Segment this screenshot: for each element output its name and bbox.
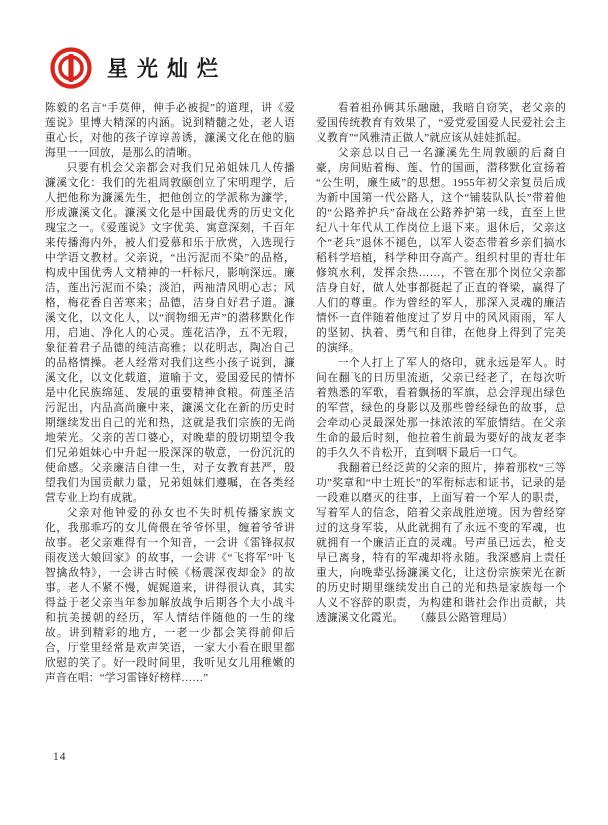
paragraph: 父亲对他钟爱的孙女也不失时机传播家族文化，我那乖巧的女儿倚偎在爷爷怀里，缠着爷爷讲故事。老父亲难得有一个知音，一会讲《雷锋叔叔雨夜送大娘回家》的故事，一会讲《“飞将军”叶飞智擒敌特》，一会讲古时候《杨震深夜却金》的故事。老人不紧不慢，娓娓道来，讲得很认真，其实得益于老父亲当年参加解放战争后期各个大小战斗和抗美援朝的经历，军人情结伴随他的一生的缘故。讲到精彩的地方，一老一少都会笑得前仰后合，厅堂里经常是欢声笑语，一家大小看在眼里都欣慰的笑了。好一段时间里，我听见女儿用稚嫩的声音在唱：“学习雷锋好榜样……” bbox=[45, 507, 295, 684]
paragraph: 一个人打上了军人的烙印，就永远是军人。时间在翻飞的日历里流逝，父亲已经老了，在每次听着熟悉的军歌，看着飘扬的军旗，总会浮现出绿色的军营，绿色的身影以及那些曾经绿色的故事，总会牵动心灵最深处那一抹浓浓的军旅情结。在父亲生命的最后时刻，他拉着生前最为要好的战友老李的手久久不肯松开，直到咽下最后一口气。 bbox=[316, 357, 566, 459]
paragraph: 陈毅的名言“手莫伸，伸手必被捉”的道理，讲《爱莲说》里博大精深的内涵。说到精髓之处，老人语重心长，对他的孩子谆谆善诱，濂溪文化在他的脑海里一一回放，是那么的清晰。 bbox=[45, 102, 295, 159]
paragraph: 只要有机会父亲都会对我们兄弟姐妹几人传播濂溪文化：我们的先祖周敦颐创立了宋明理学，后人把他称为濂溪先生，把他创立的学派称为濂学，形成濂溪文化。濂溪文化是中国最优秀的历史文化瑰宝之一。《爱莲说》文字优美、寓意深刻，千百年来传播海内外，被人们爱慕和乐于欣赏，入选现行中学语文教材。父亲说，“出污泥而不染”的品格，构成中国优秀人文精神的一杆标尺，影响深远。廉洁，莲出污泥而不染；淡泊，两袖清风明心志；风格，梅花香自苦寒来；品德，洁身自好君子道。濂溪文化，以文化人，以“润物细无声”的潜移默化作用，启迪、净化人的心灵。莲花洁净，五不无瑕，象征着君子品德的纯洁高雅；以花明志，陶冶自己的品格情操。老人经常对我们这些小孩子说到，濂溪文化，以文化载道，道喻于文，爱国爱民的情怀是中化民族绵延、发展的重要精神食粮。荷莲圣洁污泥出，内品高尚廉中来，濂溪文化在新的历史时期继续发出自己的光和热，这就是我们宗族的无尚地荣光。父亲的苦口婆心，对晚辈的殷切期望令我们兄弟姐妹心中升起一股深深的敬意，一份沉沉的使命感。父亲廉洁自律一生，对子女教育甚严，殷望我们为国贡献力量，兄弟姐妹们遵嘱，在各类经营专业上均有成就。 bbox=[45, 162, 295, 504]
right-column bbox=[316, 101, 566, 686]
paragraph: 父亲总以自己一名濂溪先生周敦颐的后裔自豪，房间贴着梅、莲、竹的国画，潜移默化宣扬着“公生明，廉生威”的思想。1955年初父亲复员后成为新中国第一代公路人，这个“铺装队队长”带着他的“公路养护兵”奋战在公路养护第一线，直至上世纪八十年代从工作岗位上退下来。退休后，父亲这个“老兵”退休不褪色，以军人姿态带着乡亲们搞水稻科学培植，科学种田夺高产。组织村里的青壮年修筑水利，发挥余热……，不管在那个岗位父亲都洁身自好，做人处事都挺起了正直的脊梁，赢得了人们的尊重。作为曾经的军人，那深入灵魂的廉洁情怀一直伴随着他度过了岁月中的风风雨雨，军人的坚韧、执着、勇气和自律，在他身上得到了完美的演绎。 bbox=[316, 147, 566, 354]
left-column bbox=[45, 101, 295, 686]
paragraph: 看着祖孙俩其乐融融，我暗自窃笑，老父亲的爱国传统教育有效果了，“爱党爱国爱人民爱社会主义教育”“风雅清正做人”就应该从娃娃抓起。 bbox=[316, 102, 566, 144]
page-number: 14 bbox=[53, 751, 67, 763]
trade-union-emblem-icon bbox=[50, 47, 92, 89]
article-body bbox=[45, 101, 566, 686]
paragraph: 我翻着已经泛黄的父亲的照片，捧着那枚“三等功”奖章和“中士班长”的军衔标志和证书，记录的是一段难以磨灭的往事，上面写着一个军人的职责，写着军人的信念，陪着父亲战胜逆境。因为曾经穿过的这身军装，从此就拥有了永远不变的军魂，也就拥有一个廉洁正直的灵魂。号声虽已远去，枪支早已离身，特有的军魂却将永随。我深感肩上责任重大，向晚辈弘扬濂溪文化，让这份宗族荣光在新的历史时期里继续发出自己的光和热是家族每一个人义不容辞的职责，为构建和谐社会作出贡献，共透濂溪文化霞光。 （藤县公路管理局） bbox=[316, 462, 566, 624]
masthead bbox=[50, 47, 227, 89]
magazine-title: 星光灿烂 bbox=[107, 57, 227, 82]
